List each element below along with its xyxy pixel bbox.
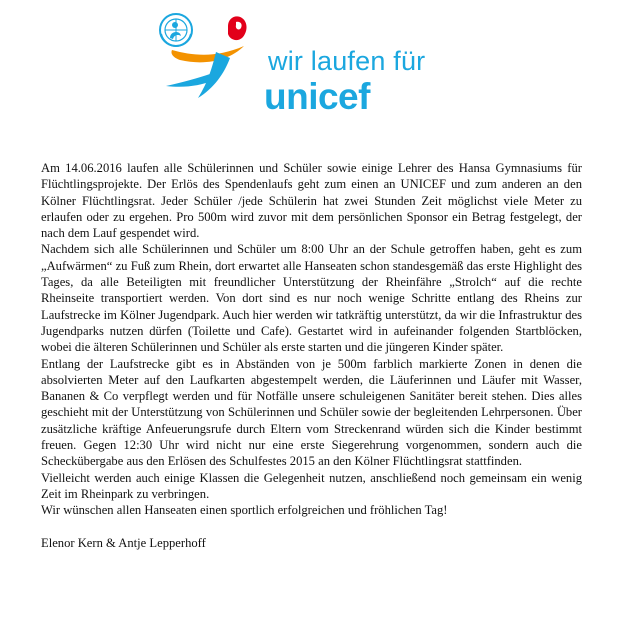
paragraph-intro: Am 14.06.2016 laufen alle Schülerinnen und Schüler sowie einige Lehrer des Hansa Gymnasiums für Flüchtlingsprojekte. Der Erlös des Spendenlaufs geht zum einen an UNICEF und zum anderen an den Kölner Flüchtlingsrat. Jeder Schüler /jede Schülerin hat zwei Stunden Zeit möglichst viele Meter zu erlaufen oder zu ergehen. Pro 500m wird zuvor mit dem persönlichen Sponsor ein Betrag festgelegt, der nach dem Lauf gespendet wird.	[41, 161, 582, 241]
paragraph-wishes: Wir wünschen allen Hanseaten einen sportlich erfolgreichen und fröhlichen Tag!	[41, 503, 448, 518]
logo-tagline: wir laufen für	[268, 46, 426, 76]
logo-wordmark: unicef	[264, 76, 370, 117]
paragraph-route: Entlang der Laufstrecke gibt es in Abständen von je 500m farblich markierte Zonen in denen die absolvierten Meter auf den Laufkarten abgestempelt werden, die Läuferinnen und Läufer mit Wasser, Bananen & Co verpflegt werden und für Notfälle unsere schuleigenen Sanitäter bereit stehen. Dies alles geschieht mit der Unterstützung von Schülerinnen und Schüler sowie der begleitenden Lehrpersonen. Über zusätzliche kräftige Anfeuerungsrufe durch Eltern vom Streckenrand würden sich die Kinder bestimmt freuen. Gegen 12:30 Uhr wird nicht nur eine erste Siegerehrung vorgenommen, sondern auch die Scheckübergabe aus den Erlösen des Schulfestes 2015 an den Kölner Flüchtlingsrat stattfinden.	[41, 356, 582, 469]
article-body	[41, 160, 582, 551]
paragraph-schedule: Nachdem sich alle Schülerinnen und Schüler um 8:00 Uhr an der Schule getroffen haben, geht es zum „Aufwärmen“ zu Fuß zum Rhein, dort erwartet alle Hanseaten schon standesgemäß das erste Highlight des Tages, da alle Beteiligten mit freundlicher Unterstützung der Rheinfähre „Strolch“ auf die rechte Rheinseite transportiert werden. Von dort sind es nur noch wenige Schritte entlang des Rheins zur Laufstrecke im Kölner Jugendpark. Auch hier werden wir tatkräftig unterstützt, da wir die Infrastruktur des Jugendparks nutzen dürfen (Toilette und Cafe). Gestartet wird in aufeinander folgenden Startblöcken, wobei die älteren Schülerinnen und Schüler als erste starten und die jüngeren Kinder später.	[41, 242, 582, 355]
paragraph-rheinpark: Vielleicht werden auch einige Klassen die Gelegenheit nutzen, anschließend noch gemeinsam ein wenig Zeit im Rheinpark zu verbringen.	[41, 470, 582, 501]
signature: Elenor Kern & Antje Lepperhoff	[41, 535, 206, 550]
unicef-emblem-icon	[158, 12, 194, 48]
wir-laufen-fuer-unicef-logo	[158, 12, 448, 122]
